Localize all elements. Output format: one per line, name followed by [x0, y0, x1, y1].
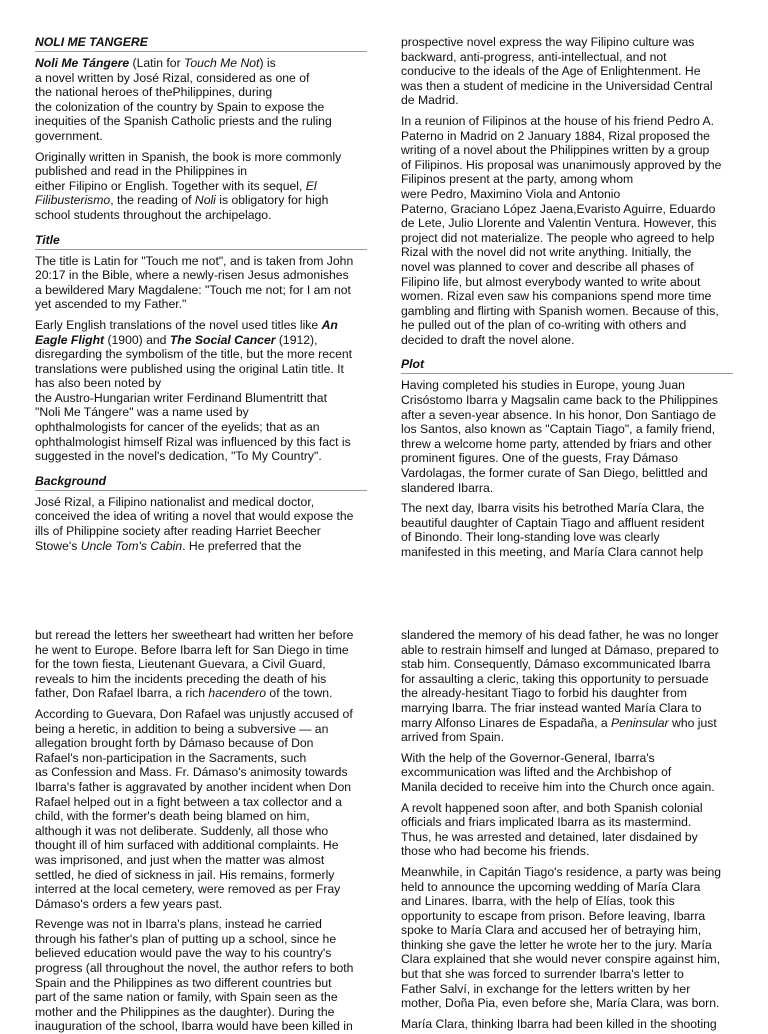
- text-run: Originally written in Spanish, the book is more commonly: [35, 149, 342, 164]
- text-run: Rafael helped out in a fight between a tax collector and a: [35, 794, 342, 809]
- text-run: translations were published using the original Latin title. It: [35, 361, 344, 376]
- text-run: the national heroes of thePhilippines, during: [35, 85, 273, 100]
- text-run: opportunity to escape from prison. Before leaving, Ibarra: [401, 908, 706, 923]
- text-run: government.: [35, 128, 103, 143]
- text-run: a bewildered Mary Magdalene: "Touch me not; for I am not: [35, 282, 351, 297]
- text-run: school students throughout the archipelago.: [35, 207, 272, 222]
- text-run: Peninsular: [611, 715, 669, 730]
- text-run: reveals to him the incidents preceding the death of his: [35, 671, 327, 686]
- text-run: Dámaso's orders a few years past.: [35, 896, 223, 911]
- text-run: conceived the idea of writing a novel that would expose the: [35, 509, 354, 524]
- text-run: In a reunion of Filipinos at the house of his friend Pedro A.: [401, 113, 715, 128]
- paragraph: [401, 751, 733, 795]
- text-run: With the help of the Governor-General, Ibarra's: [401, 750, 655, 765]
- text-run: manifested in this meeting, and María Clara cannot help: [401, 545, 704, 559]
- section-heading: [401, 357, 733, 374]
- text-run: A revolt happened soon after, and both Spanish colonial: [401, 800, 703, 815]
- text-run: Thus, he was arrested and detained, later disdained by: [401, 829, 698, 844]
- text-run: has also been noted by: [35, 376, 162, 391]
- section-heading: [35, 233, 367, 250]
- text-run: yet ascended to my Father.": [35, 297, 187, 312]
- text-run: ills of Philippine society after reading Harriet Beecher: [35, 524, 321, 539]
- text-run: father, Don Rafael Ibarra, a rich: [35, 686, 209, 701]
- text-run: Paterno, Graciano López Jaena,Evaristo Aguirre, Eduardo: [401, 201, 716, 216]
- text-run: Background: [35, 473, 107, 488]
- text-run: disregarding the symbolism of the title, but the more recent: [35, 347, 353, 362]
- text-run: of Filipinos. His proposal was unanimously approved by the: [401, 157, 722, 172]
- text-run: An: [321, 317, 338, 332]
- column-3: [35, 628, 367, 1034]
- text-run: Meanwhile, in Capitán Tiago's residence, a party was being: [401, 864, 722, 879]
- text-run: conducive to the ideals of the Age of Enlightenment. He: [401, 64, 701, 79]
- text-run: Stowe's: [35, 538, 81, 553]
- text-run: Spain and the Philippines as two different countries but: [35, 975, 332, 990]
- text-run: thought ill of him surfaced with additional complaints. He: [35, 838, 339, 853]
- text-run: being a heretic, in addition to being a subversive — an: [35, 721, 329, 736]
- text-run: progress (all throughout the novel, the author refers to both: [35, 961, 354, 976]
- text-run: marry Alfonso Linares de Espadaña, a: [401, 715, 612, 730]
- text-run: backward, anti-progress, anti-intellectual, and not: [401, 49, 667, 64]
- column-1: [35, 35, 367, 557]
- text-run: Father Salví, in exchange for the letters written by her: [401, 981, 691, 996]
- section-heading: [35, 35, 367, 52]
- text-run: is obligatory for high: [215, 193, 329, 208]
- text-run: Filipinos present at the party, among whom: [401, 172, 634, 187]
- paragraph: [35, 254, 367, 312]
- text-run: Vardolagas, the former curate of San Diego, belittled and: [401, 466, 708, 481]
- text-run: were Pedro, Maximino Viola and Antonio: [401, 186, 621, 201]
- paragraph: [401, 378, 733, 495]
- text-run: ophthalmologist himself Rizal was influenced by this fact is: [35, 434, 351, 449]
- text-run: Plot: [401, 357, 425, 372]
- text-run: either Filipino or English. Together with its sequel,: [35, 178, 306, 193]
- text-run: those who had become his friends.: [401, 844, 590, 859]
- paragraph: [35, 917, 367, 1034]
- text-run: slandered Ibarra.: [401, 480, 494, 495]
- paragraph: [401, 801, 733, 859]
- text-run: Touch Me Not: [184, 56, 260, 70]
- text-run: writing of a novel about the Philippines written by a group: [401, 143, 710, 158]
- text-run: Revenge was not in Ibarra's plans, instead he carried: [35, 917, 322, 932]
- text-run: as Confession and Mass. Fr. Dámaso's animosity towards: [35, 765, 348, 780]
- text-run: The next day, Ibarra visits his betrothed María Clara, the: [401, 501, 705, 516]
- text-run: El: [305, 178, 317, 193]
- text-run: slandered the memory of his dead father, he was no longer: [401, 628, 719, 642]
- text-run: excommunication was lifted and the Archbishop of: [401, 765, 672, 780]
- paragraph: [35, 628, 367, 701]
- text-run: but that she was forced to surrender Ibarra's letter to: [401, 967, 684, 982]
- text-run: was imprisoned, and just when the matter was almost: [35, 852, 325, 867]
- text-run: for assaulting a cleric, taking this opportunity to persuade: [401, 671, 709, 686]
- text-run: mother and the Philippines as the daughter). During the: [35, 1004, 335, 1019]
- text-run: Title: [35, 232, 60, 247]
- text-run: the already-hesitant Tiago to forbid his daughter from: [401, 686, 687, 701]
- text-run: through his father's plan of putting up a school, since he: [35, 931, 337, 946]
- text-run: de Madrid.: [401, 93, 459, 108]
- text-run: women. Rizal even saw his companions spend more time: [401, 289, 712, 304]
- text-run: , the reading of: [110, 193, 195, 208]
- text-run: thinking she gave the letter he wrote her to the jury. María: [401, 937, 712, 952]
- text-run: held to announce the upcoming wedding of María Clara: [401, 879, 701, 894]
- text-run: los Santos, also known as "Captain Tiago", a family friend,: [401, 422, 716, 437]
- text-run: . He preferred that the: [182, 538, 302, 553]
- text-run: According to Guevara, Don Rafael was unjustly accused of: [35, 706, 353, 721]
- text-run: The Social Cancer: [169, 332, 276, 347]
- text-run: believed education would pave the way to his country's: [35, 946, 332, 961]
- text-run: mother, Doña Pia, even before she, María Clara, was born.: [401, 996, 720, 1011]
- text-run: ) is: [259, 56, 276, 70]
- text-run: a novel written by José Rizal, considered as one of: [35, 70, 310, 85]
- section-heading: [35, 474, 367, 491]
- paragraph: [401, 114, 733, 348]
- text-run: inauguration of the school, Ibarra would have been killed in: [35, 1019, 353, 1034]
- text-run: Noli: [194, 193, 216, 208]
- paragraph: [401, 1017, 733, 1032]
- text-run: was then a student of medicine in the Universidad Central: [401, 78, 713, 93]
- text-run: prospective novel express the way Filipino culture was: [401, 35, 695, 49]
- paragraph: [401, 865, 733, 1011]
- text-run: (1912),: [275, 332, 318, 347]
- text-run: for the town fiesta, Lieutenant Guevara, a Civil Guard,: [35, 657, 326, 672]
- text-run: settled, he died of sickness in jail. His remains, formerly: [35, 867, 335, 882]
- text-run: Crisóstomo Ibarra y Magsalin came back to the Philippines: [401, 393, 719, 408]
- text-run: Uncle Tom's Cabin: [80, 538, 183, 553]
- text-run: although it was not deliberate. Suddenly, all those who: [35, 823, 329, 838]
- paragraph: [401, 628, 733, 745]
- text-run: 20:17 in the Bible, where a newly-risen Jesus admonishes: [35, 268, 349, 283]
- text-run: stab him. Consequently, Dámaso excommunicated Ibarra: [401, 657, 711, 672]
- text-run: Ibarra's father is aggravated by another incident when Don: [35, 779, 352, 794]
- column-4: [401, 628, 733, 1031]
- text-run: he pulled out of the plan of co-writing with others and: [401, 318, 687, 333]
- text-run: prominent figures. One of the guests, Fray Dámaso: [401, 451, 679, 466]
- text-run: and Linares. Ibarra, with the help of Elías, took this: [401, 894, 675, 909]
- text-run: but reread the letters her sweetheart had written her before: [35, 628, 354, 642]
- text-run: Early English translations of the novel used titles like: [35, 317, 322, 332]
- text-run: able to restrain himself and lunged at Dámaso, prepared to: [401, 642, 719, 657]
- paragraph: [35, 150, 367, 223]
- paragraph: [401, 35, 733, 108]
- text-run: of the town.: [266, 686, 333, 701]
- text-run: Rafael's non-participation in the Sacraments, such: [35, 750, 307, 765]
- text-run: published and read in the Philippines in: [35, 164, 248, 179]
- text-run: María Clara, thinking Ibarra had been killed in the shooting: [401, 1016, 717, 1031]
- text-run: spoke to María Clara and accused her of betraying him,: [401, 923, 702, 938]
- text-run: interred at the local cemetery, were removed as per Fray: [35, 882, 341, 897]
- text-run: Eagle Flight: [35, 332, 105, 347]
- text-run: he went to Europe. Before Ibarra left for San Diego in time: [35, 642, 349, 657]
- paragraph: [35, 56, 367, 144]
- text-run: José Rizal, a Filipino nationalist and medical doctor,: [35, 494, 315, 509]
- text-run: ophthalmologists for cancer of the eyelids; that as an: [35, 420, 320, 435]
- paragraph: [35, 707, 367, 911]
- text-run: de Lete, Julio Llorente and Valentin Ventura. However, this: [401, 216, 717, 231]
- text-run: Manila decided to receive him into the Church once again.: [401, 779, 715, 794]
- text-run: threw a welcome home party, attended by friars and other: [401, 436, 712, 451]
- text-run: part of the same nation or family, with Spain seen as the: [35, 990, 338, 1005]
- text-run: Filibusterismo: [35, 193, 111, 208]
- text-run: child, with the former's death being blamed on him,: [35, 809, 310, 824]
- text-run: the colonization of the country by Spain to expose the: [35, 99, 325, 114]
- paragraph: [401, 501, 733, 559]
- text-run: after a seven-year absence. In his honor, Don Santiago de: [401, 407, 717, 422]
- text-run: marrying Ibarra. The friar instead wanted María Clara to: [401, 700, 702, 715]
- text-run: gambling and flirting with Spanish women. Because of this,: [401, 303, 719, 318]
- text-run: arrived from Spain.: [401, 730, 504, 745]
- text-run: beautiful daughter of Captain Tiago and affluent resident: [401, 515, 705, 530]
- text-run: inequities of the Spanish Catholic priests and the ruling: [35, 114, 332, 129]
- text-run: of Binondo. Their long-standing love was clearly: [401, 530, 660, 545]
- text-run: "Noli Me Tángere" was a name used by: [35, 405, 249, 420]
- text-run: (1900) and: [104, 332, 170, 347]
- text-run: Filipino life, but almost everybody wanted to write about: [401, 274, 701, 289]
- column-2: [401, 35, 733, 557]
- text-run: novel was planned to cover and describe all phases of: [401, 259, 694, 274]
- text-run: Clara explained that she would never conspire against him,: [401, 952, 721, 967]
- text-run: who just: [668, 715, 717, 730]
- text-run: decided to draft the novel alone.: [401, 332, 575, 347]
- text-run: the Austro-Hungarian writer Ferdinand Blumentritt that: [35, 390, 327, 405]
- text-run: Rizal with the novel did not write anything. Initially, the: [401, 245, 692, 260]
- text-run: Having completed his studies in Europe, young Juan: [401, 378, 685, 393]
- text-run: (Latin for: [129, 56, 185, 70]
- text-run: officials and friars implicated Ibarra as its mastermind.: [401, 815, 692, 830]
- text-run: Paterno in Madrid on 2 January 1884, Rizal proposed the: [401, 128, 710, 143]
- text-run: Noli Me Tángere: [35, 56, 130, 70]
- paragraph: [35, 495, 367, 553]
- text-run: suggested in the novel's dedication, "To My Country".: [35, 449, 322, 464]
- paragraph: [35, 318, 367, 464]
- text-run: The title is Latin for "Touch me not", and is taken from John: [35, 253, 354, 268]
- text-run: NOLI ME TANGERE: [35, 35, 148, 49]
- text-run: hacendero: [208, 686, 267, 701]
- text-run: allegation brought forth by Dámaso because of Don: [35, 736, 314, 751]
- text-run: project did not materialize. The people who agreed to help: [401, 230, 715, 245]
